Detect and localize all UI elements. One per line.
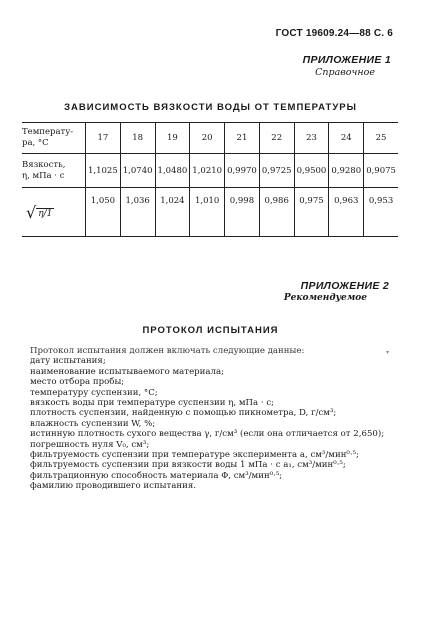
temperature-cell: 20: [190, 123, 225, 154]
sqrt-viscosity-cell: 1,024: [155, 188, 190, 237]
row-label-line: Температу-: [22, 127, 74, 137]
protocol-item: температуру суспензии, °С;: [30, 387, 158, 398]
table-title: ЗАВИСИМОСТЬ ВЯЗКОСТИ ВОДЫ ОТ ТЕМПЕРАТУРЫ: [64, 102, 357, 113]
protocol-item: фильтрационную способность материала Φ, см³/мин⁰·⁵;: [30, 470, 283, 481]
viscosity-cell: 0,9280: [329, 154, 364, 188]
viscosity-cell: 1,0740: [120, 154, 155, 188]
row-label-sqrt-viscosity: [22, 188, 86, 237]
radical-symbol: √: [26, 202, 37, 222]
viscosity-cell: 0,9500: [294, 154, 329, 188]
sqrt-formula: [22, 203, 54, 222]
row-label-line: Вязкость,: [22, 159, 66, 170]
sqrt-viscosity-cell: 0,963: [329, 188, 364, 237]
appendix-2-subtitle: Рекомендуемое: [283, 293, 367, 303]
protocol-item: вязкость воды при температуре суспензии η, мПа · с;: [30, 398, 275, 409]
protocol-item: наименование испытываемого материала;: [30, 366, 224, 377]
temperature-cell: 18: [120, 123, 155, 154]
row-label-line: η, мПа · с: [22, 170, 65, 181]
protocol-body: [30, 346, 405, 492]
sqrt-viscosity-cell: 0,986: [259, 188, 294, 237]
protocol-item: фамилию проводившего испытания.: [30, 481, 197, 492]
appendix-2-title: ПРИЛОЖЕНИЕ 2: [300, 280, 389, 292]
temperature-cell: 24: [329, 123, 364, 154]
protocol-item: фильтруемость суспензии при температуре эксперимента a, см³/мин⁰·⁵;: [30, 450, 359, 461]
table-row-sqrt-viscosity: [22, 188, 398, 237]
protocol-item: дату испытания;: [30, 356, 106, 367]
appendix-1-subtitle: Справочное: [315, 67, 375, 78]
temperature-cell: 22: [259, 123, 294, 154]
temperature-cell: 21: [225, 123, 260, 154]
protocol-intro: Протокол испытания должен включать следующие данные:: [30, 346, 305, 356]
table-row-viscosity: [22, 154, 398, 188]
sqrt-viscosity-cell: 1,036: [120, 188, 155, 237]
sqrt-viscosity-cell: 0,953: [364, 188, 398, 237]
page-header: ГОСТ 19609.24—88 С. 6: [275, 28, 393, 39]
sqrt-viscosity-cell: 1,010: [190, 188, 225, 237]
sqrt-viscosity-cell: 0,975: [294, 188, 329, 237]
viscosity-cell: 0,9970: [225, 154, 260, 188]
sqrt-viscosity-cell: 1,050: [86, 188, 121, 237]
protocol-item: место отбора пробы;: [30, 377, 125, 388]
protocol-item: погрешность нуля V₀, см³;: [30, 439, 150, 450]
temperature-cell: 17: [86, 123, 121, 154]
viscosity-table: [22, 122, 398, 237]
protocol-item: фильтруемость суспензии при вязкости воды 1 мПа · с a₁, см³/мин⁰·⁵;: [30, 460, 346, 471]
appendix-1-title: ПРИЛОЖЕНИЕ 1: [302, 54, 391, 66]
viscosity-cell: 1,0210: [190, 154, 225, 188]
radicand: η/1: [38, 208, 53, 219]
viscosity-cell: 0,9725: [259, 154, 294, 188]
row-label-line: ра, °С: [22, 138, 49, 148]
temperature-cell: 25: [364, 123, 398, 154]
row-label-viscosity: [22, 154, 86, 188]
protocol-item: истинную плотность сухого вещества γ, г/см³ (если она отличается от 2,650);: [30, 429, 385, 440]
scan-mark-icon: ▾: [386, 349, 390, 356]
protocol-item: плотность суспензии, найденную с помощью пикнометра, D, г/см³;: [30, 408, 337, 419]
table-row-temperature: [22, 123, 398, 154]
protocol-title: ПРОТОКОЛ ИСПЫТАНИЯ: [142, 325, 279, 336]
viscosity-cell: 1,0480: [155, 154, 190, 188]
temperature-cell: 19: [155, 123, 190, 154]
viscosity-cell: 0,9075: [364, 154, 398, 188]
protocol-item: влажность суспензии W, %;: [30, 418, 156, 429]
temperature-cell: 23: [294, 123, 329, 154]
viscosity-cell: 1,1025: [86, 154, 121, 188]
sqrt-viscosity-cell: 0,998: [225, 188, 260, 237]
row-label-temperature: [22, 123, 86, 154]
